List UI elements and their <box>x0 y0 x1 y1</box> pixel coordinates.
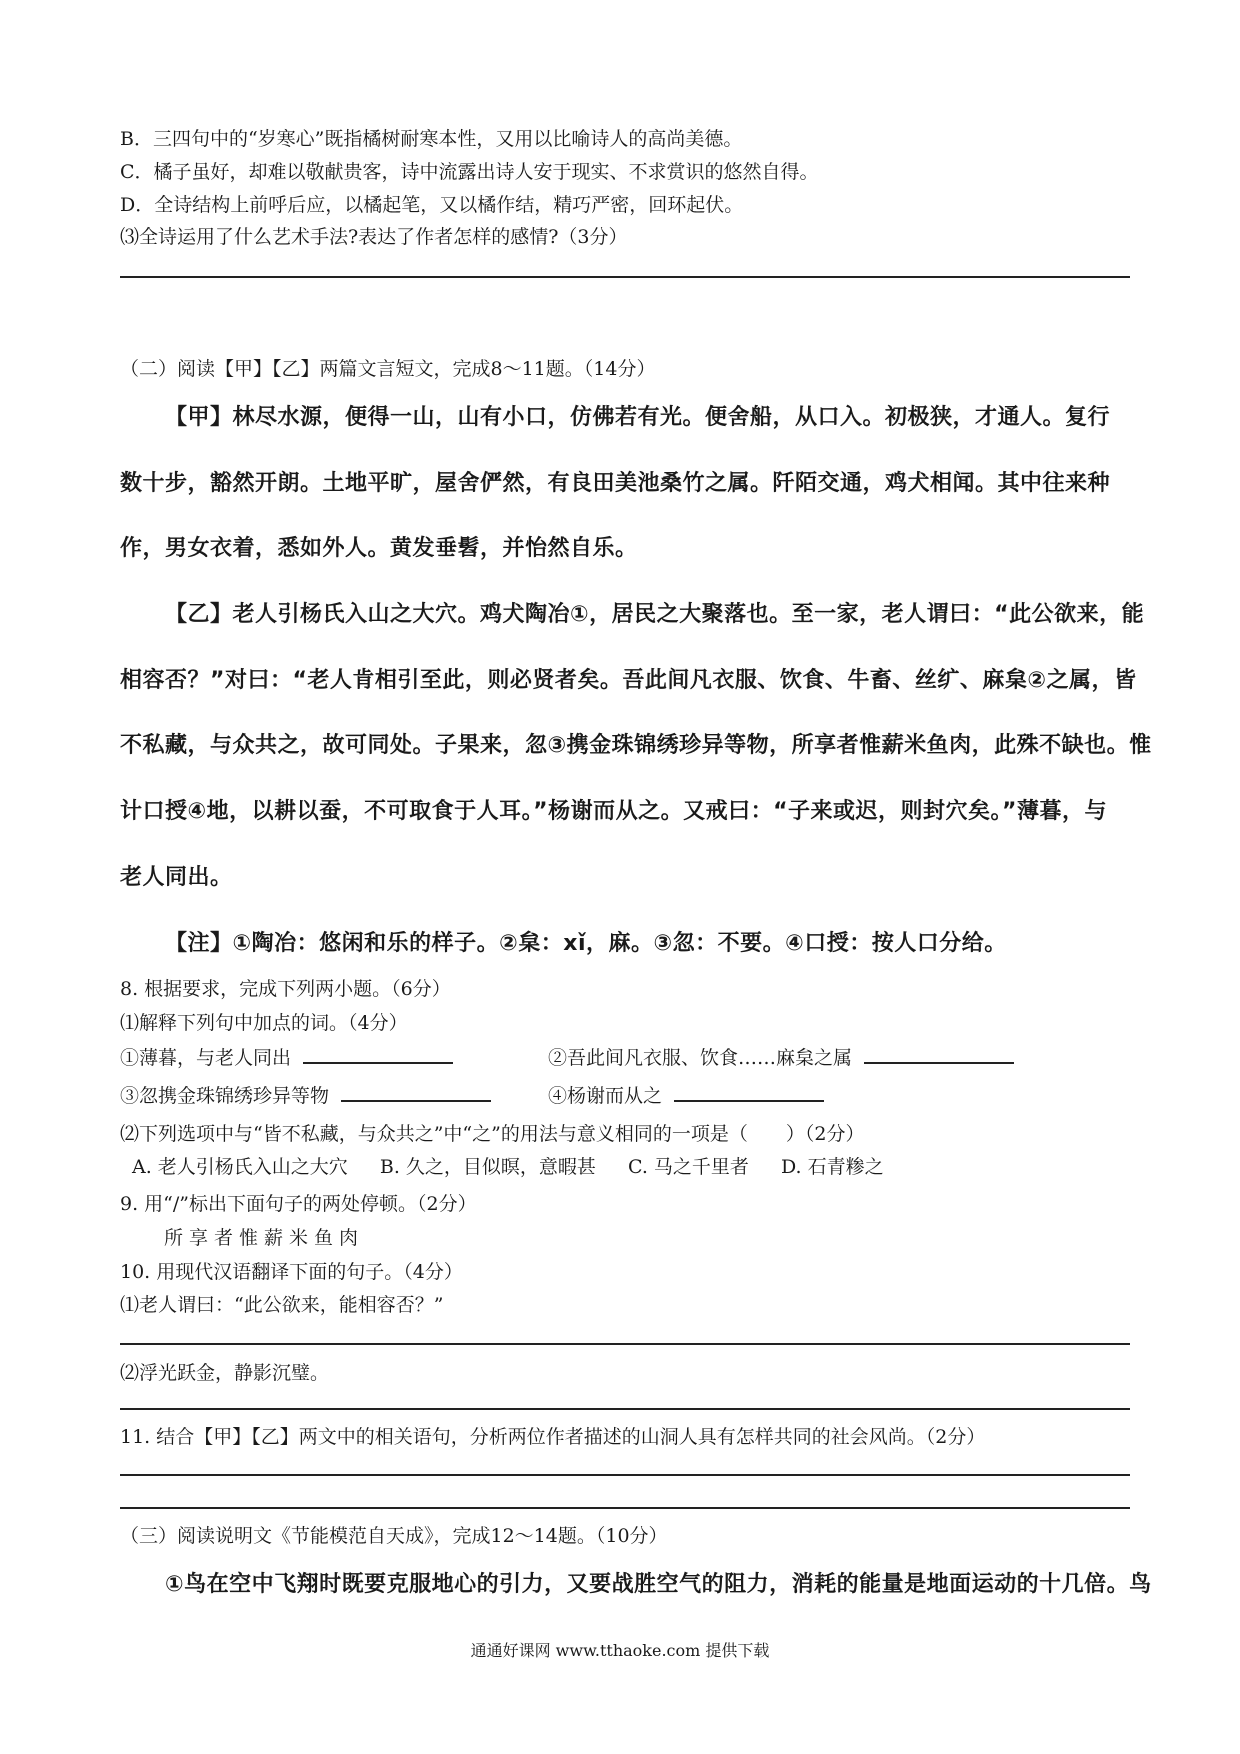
section-3-heading: （三）阅读说明文《节能模范自天成》，完成12～14题。（10分） <box>120 1525 668 1547</box>
answer-line <box>120 1507 1130 1509</box>
passage-yi-line-1: 【乙】老人引杨氏入山之大穴。鸡犬陶冶①，居民之大聚落也。至一家，老人谓曰：“此公欲来，能 <box>165 602 1145 627</box>
answer-line <box>120 1408 1130 1410</box>
blank-line[interactable] <box>341 1082 491 1102</box>
answer-line <box>120 276 1130 278</box>
question-8-sub2: ⑵下列选项中与“皆不私藏，与众共之”中“之”的用法与意义相同的一项是（ ）（2分） <box>120 1123 865 1145</box>
passage-yi-line-5: 老人同出。 <box>120 865 233 890</box>
passage-jia-line-1: 【甲】林尽水源，便得一山，山有小口，仿佛若有光。便舍船，从口入。初极狭，才通人。复行 <box>165 405 1111 430</box>
question-8-title: 8. 根据要求，完成下列两小题。（6分） <box>120 978 451 1000</box>
passage-yi-line-4: 计口授④地，以耕以蚕，不可取食于人耳。”杨谢而从之。又戒曰：“子来或迟，则封穴矣。”薄暮，与 <box>120 799 1108 824</box>
question-7-3: ⑶全诗运用了什么艺术手法?表达了作者怎样的感情?（3分） <box>120 226 628 248</box>
option-b-choice: B. 久之，目似暝，意暇甚 <box>379 1156 596 1178</box>
passage-yi-line-3: 不私藏，与众共之，故可同处。子果来，忽③携金珠锦绣珍异等物，所享者惟薪米鱼肉，此殊不缺也。惟 <box>120 733 1152 758</box>
question-8-item-4: ④杨谢而从之 <box>548 1081 824 1108</box>
blank-line[interactable] <box>674 1082 824 1102</box>
answer-line <box>120 1474 1130 1476</box>
question-8-item-2: ②吾此间凡衣服、饮食……麻枲之属 <box>548 1043 1014 1070</box>
option-a: A. 老人引杨氏入山之大穴 <box>132 1156 348 1178</box>
passage-jia-line-2: 数十步，豁然开朗。土地平旷，屋舍俨然，有良田美池桑竹之属。阡陌交通，鸡犬相闻。其中往来种 <box>120 471 1111 496</box>
option-d-choice: D. 石青糁之 <box>780 1156 884 1178</box>
question-11-title: 11. 结合【甲】【乙】两文中的相关语句，分析两位作者描述的山洞人具有怎样共同的社会风尚。（2分） <box>120 1426 986 1448</box>
question-9-title: 9. 用“/”标出下面句子的两处停顿。（2分） <box>120 1193 477 1215</box>
option-d: D．全诗结构上前呼后应，以橘起笔，又以橘作结，精巧严密，回环起伏。 <box>120 194 744 216</box>
passage-jia-line-3: 作，男女衣着，悉如外人。黄发垂髫，并怡然自乐。 <box>120 536 638 561</box>
blank-line[interactable] <box>864 1044 1014 1064</box>
answer-line <box>120 1343 1130 1345</box>
question-8-options <box>132 1152 884 1179</box>
question-9-sentence: 所享者惟薪米鱼肉 <box>164 1227 365 1249</box>
option-b: B．三四句中的“岁寒心”既指橘树耐寒本性，又用以比喻诗人的高尚美德。 <box>120 128 743 150</box>
blank-line[interactable] <box>303 1044 453 1064</box>
question-10-sentence-1: ⑴老人谓曰：“此公欲来，能相容否？” <box>120 1294 444 1316</box>
question-8-item-3: ③忽携金珠锦绣珍异等物 <box>120 1081 491 1108</box>
page-footer: 通通好课网 www.tthaoke.com 提供下载 <box>470 1641 770 1660</box>
question-10-title: 10. 用现代汉语翻译下面的句子。（4分） <box>120 1261 463 1283</box>
annotation-note: 【注】①陶冶：悠闲和乐的样子。②枲：xǐ，麻。③忽：不要。④口授：按人口分给。 <box>165 931 1007 956</box>
option-c-choice: C. 马之千里者 <box>627 1156 749 1178</box>
option-c: C．橘子虽好，却难以敬献贵客，诗中流露出诗人安于现实、不求赏识的悠然自得。 <box>120 161 819 183</box>
question-8-sub1: ⑴解释下列句中加点的词。（4分） <box>120 1012 408 1034</box>
question-8-item-1: ①薄暮，与老人同出 <box>120 1043 453 1070</box>
passage-yi-line-2: 相容否？”对曰：“老人肯相引至此，则必贤者矣。吾此间凡衣服、饮食、牛畜、丝纩、麻枲②之属，皆 <box>120 668 1137 693</box>
question-10-sentence-2: ⑵浮光跃金，静影沉璧。 <box>120 1362 330 1384</box>
section-2-heading: （二）阅读【甲】【乙】两篇文言短文，完成8～11题。（14分） <box>120 358 656 380</box>
section-3-paragraph-1: ①鸟在空中飞翔时既要克服地心的引力，又要战胜空气的阻力，消耗的能量是地面运动的十几倍。鸟 <box>165 1572 1152 1597</box>
